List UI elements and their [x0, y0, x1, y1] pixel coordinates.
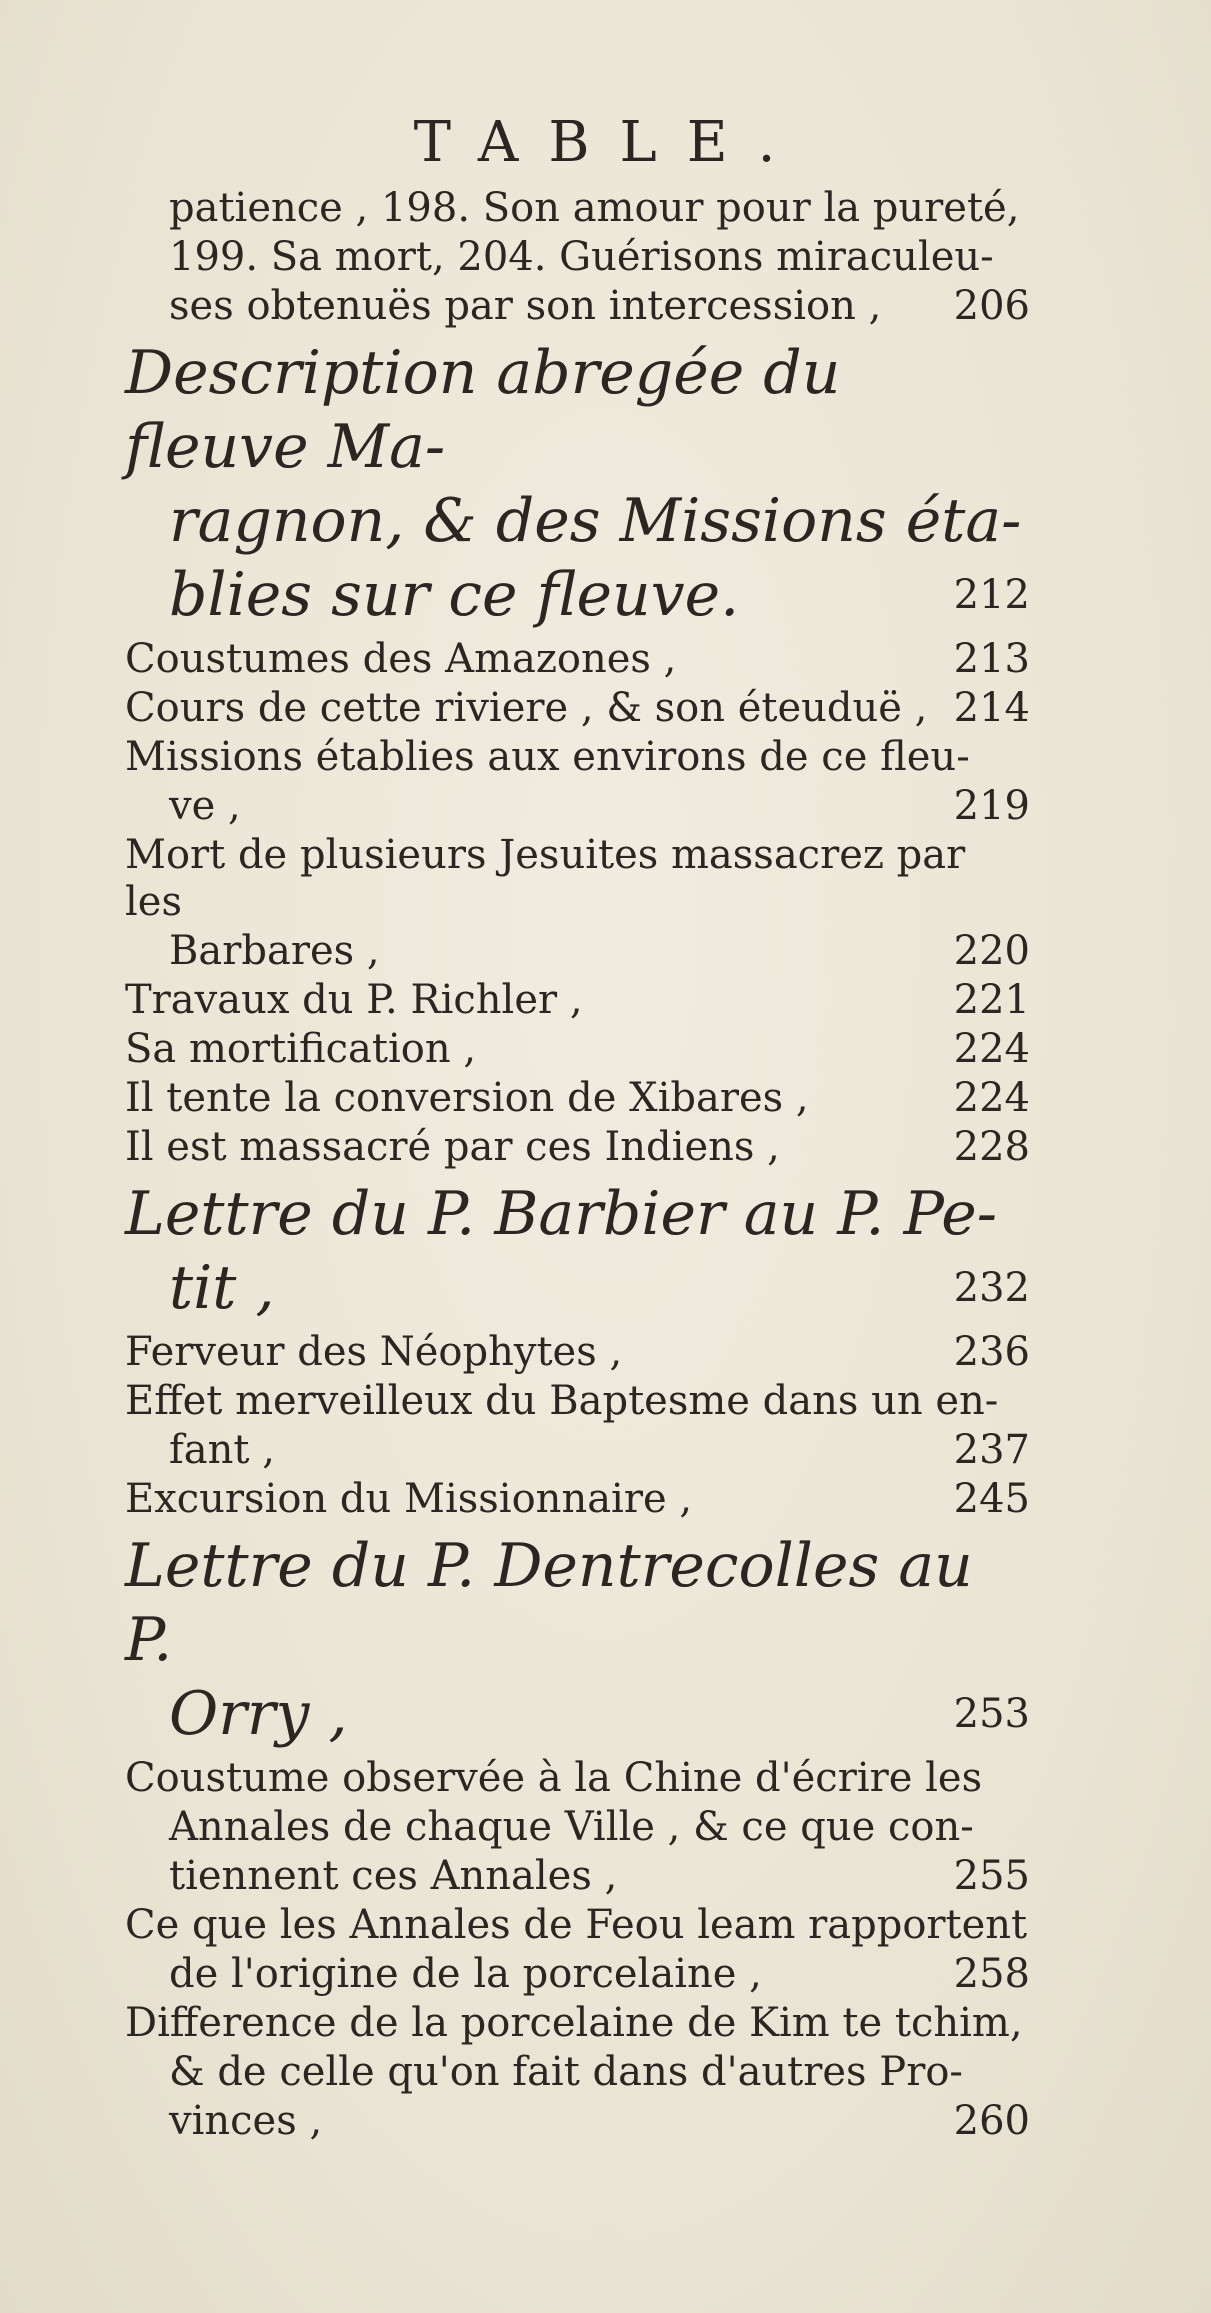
toc-text: Ce que les Annales de Feou leam rapportent	[125, 1902, 1028, 1948]
toc-line	[125, 1427, 1030, 1474]
toc-text: fant ,	[169, 1427, 275, 1473]
toc-text: Excursion du Missionnaire ,	[125, 1476, 693, 1522]
toc-page-number: 224	[953, 1026, 1030, 1072]
toc-line	[125, 928, 1030, 975]
toc-line	[125, 1329, 1030, 1376]
toc-page-number: 212	[953, 572, 1030, 618]
toc-text: Cours de cette riviere , & son éteuduë ,	[125, 685, 928, 731]
toc-page-number: 232	[953, 1265, 1030, 1311]
toc-line	[125, 1853, 1030, 1900]
toc-text: & de celle qu'on fait dans d'autres Pro-	[169, 2049, 963, 2095]
toc-line	[125, 2000, 1030, 2047]
toc-line	[125, 1026, 1030, 1073]
toc-page-number: 206	[953, 283, 1030, 329]
page-header: TABLE.	[413, 110, 806, 175]
toc-page-number: 260	[953, 2098, 1030, 2144]
toc-page-number: 245	[953, 1476, 1030, 1522]
toc-line	[125, 1902, 1030, 1949]
toc-text: ve ,	[169, 783, 241, 829]
toc-text: tiennent ces Annales ,	[169, 1853, 618, 1899]
toc-text: ses obtenuës par son intercession ,	[169, 283, 882, 329]
toc-text: Difference de la porcelaine de Kim te tchim,	[125, 2000, 1023, 2046]
toc-line	[125, 1476, 1030, 1523]
toc-line	[125, 1804, 1030, 1851]
section-heading	[125, 1529, 1030, 1751]
toc-line	[125, 1951, 1030, 1998]
heading-line: Lettre du P. Barbier au P. Pe-	[125, 1179, 998, 1249]
toc-text: Barbares ,	[169, 928, 380, 974]
toc-line	[125, 185, 1030, 232]
toc-line	[125, 1378, 1030, 1425]
toc-text: Il tente la conversion de Xibares ,	[125, 1075, 809, 1121]
toc-text: Effet merveilleux du Baptesme dans un en-	[125, 1378, 999, 1424]
toc-page-number: 219	[953, 783, 1030, 829]
table-of-contents	[125, 185, 1030, 2147]
heading-line	[125, 558, 1030, 632]
section-heading	[125, 1177, 1030, 1325]
toc-line	[125, 283, 1030, 330]
toc-text: Coustumes des Amazones ,	[125, 636, 677, 682]
toc-text: vinces ,	[169, 2098, 323, 2144]
toc-page-number: 213	[953, 636, 1030, 682]
toc-line	[125, 1075, 1030, 1122]
toc-page-number: 220	[953, 928, 1030, 974]
toc-page-number: 224	[953, 1075, 1030, 1121]
toc-page-number: 253	[953, 1691, 1030, 1737]
heading-text: blies sur ce fleuve.	[169, 560, 740, 630]
toc-page-number: 236	[953, 1329, 1030, 1375]
toc-line	[125, 685, 1030, 732]
toc-page-number: 221	[953, 977, 1030, 1023]
toc-line	[125, 1755, 1030, 1802]
heading-text: Orry ,	[169, 1679, 348, 1749]
toc-text: Mort de plusieurs Jesuites massacrez par les	[125, 832, 966, 925]
heading-line	[125, 1251, 1030, 1325]
toc-text: Sa mortification ,	[125, 1026, 477, 1072]
toc-text: Ferveur des Néophytes ,	[125, 1329, 623, 1375]
toc-text: 199. Sa mort, 204. Guérisons miraculeu-	[169, 234, 994, 280]
toc-line	[125, 783, 1030, 830]
toc-page-number: 255	[953, 1853, 1030, 1899]
toc-line	[125, 2049, 1030, 2096]
toc-text: Missions établies aux environs de ce fleu-	[125, 734, 970, 780]
toc-text: Travaux du P. Richler ,	[125, 977, 583, 1023]
toc-page-number: 258	[953, 1951, 1030, 1997]
toc-page-number: 214	[953, 685, 1030, 731]
toc-text: Il est massacré par ces Indiens ,	[125, 1124, 780, 1170]
toc-line	[125, 636, 1030, 683]
toc-text: de l'origine de la porcelaine ,	[169, 1951, 762, 1997]
toc-line	[125, 1124, 1030, 1171]
toc-line	[125, 734, 1030, 781]
toc-line	[125, 977, 1030, 1024]
toc-line	[125, 2098, 1030, 2145]
toc-page-number: 237	[953, 1427, 1030, 1473]
heading-text: tit ,	[169, 1253, 275, 1323]
heading-line: Lettre du P. Dentrecolles au P.	[125, 1531, 973, 1675]
toc-text: Coustume observée à la Chine d'écrire les	[125, 1755, 983, 1801]
toc-page-number: 228	[953, 1124, 1030, 1170]
toc-text: patience , 198. Son amour pour la pureté,	[169, 185, 1020, 231]
toc-text: Annales de chaque Ville , & ce que con-	[169, 1804, 974, 1850]
toc-line	[125, 832, 1030, 926]
heading-line: Description abregée du fleuve Ma-	[125, 338, 841, 482]
section-heading	[125, 336, 1030, 632]
toc-line	[125, 234, 1030, 281]
heading-line: ragnon, & des Missions éta-	[169, 486, 1022, 556]
heading-line	[125, 1677, 1030, 1751]
